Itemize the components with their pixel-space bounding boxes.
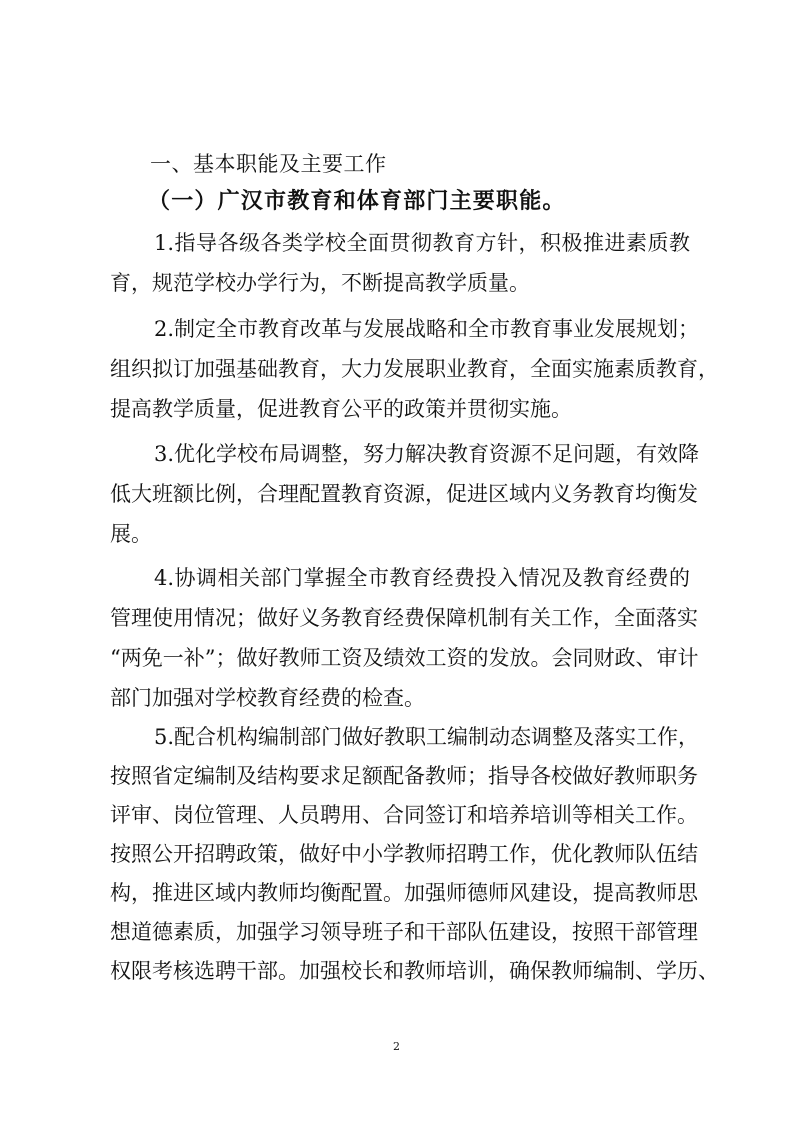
paragraph-line: 5.配合机构编制部门做好教职工编制动态调整及落实工作， [154, 725, 700, 749]
paragraph-line: 3.优化学校布局调整，努力解决教育资源不足问题，有效降 [154, 442, 700, 466]
paragraph-line: 评审、岗位管理、人员聘用、合同签订和培养培训等相关工作。 [110, 803, 698, 827]
paragraph-line: 育，规范学校办学行为，不断提高教学质量。 [110, 271, 530, 295]
paragraph-line: 低大班额比例，合理配置教育资源，促进区域内义务教育均衡发 [110, 482, 698, 506]
paragraph-line: 部门加强对学校教育经费的检查。 [110, 686, 425, 710]
paragraph-line: 2.制定全市教育改革与发展战略和全市教育事业发展规划； [154, 317, 700, 341]
section-heading: 一、基本职能及主要工作 [150, 152, 387, 176]
paragraph-line: 展。 [110, 522, 152, 546]
subsection-heading: （一）广汉市教育和体育部门主要职能。 [148, 188, 566, 214]
paragraph-line: 1.指导各级各类学校全面贯彻教育方针，积极推进素质教 [154, 231, 690, 255]
paragraph-line: 权限考核选聘干部。加强校长和教师培训，确保教师编制、学历、 [110, 959, 719, 983]
paragraph-line: 想道德素质，加强学习领导班子和干部队伍建设，按照干部管理 [110, 920, 698, 944]
paragraph-line: 组织拟订加强基础教育，大力发展职业教育，全面实施素质教育， [110, 357, 719, 381]
paragraph-line: 管理使用情况；做好义务教育经费保障机制有关工作，全面落实 [110, 606, 698, 630]
paragraph-line: 构，推进区域内教师均衡配置。加强师德师风建设，提高教师思 [110, 881, 698, 905]
paragraph-line: “两免一补”；做好教师工资及绩效工资的发放。会同财政、审计 [110, 646, 699, 670]
page-number: 2 [393, 1040, 400, 1053]
paragraph-line: 4.协调相关部门掌握全市教育经费投入情况及教育经费的 [154, 566, 690, 590]
paragraph-line: 按照公开招聘政策，做好中小学教师招聘工作，优化教师队伍结 [110, 842, 698, 866]
paragraph-line: 提高教学质量，促进教育公平的政策并贯彻实施。 [110, 397, 572, 421]
paragraph-line: 按照省定编制及结构要求足额配备教师；指导各校做好教师职务 [110, 764, 698, 788]
